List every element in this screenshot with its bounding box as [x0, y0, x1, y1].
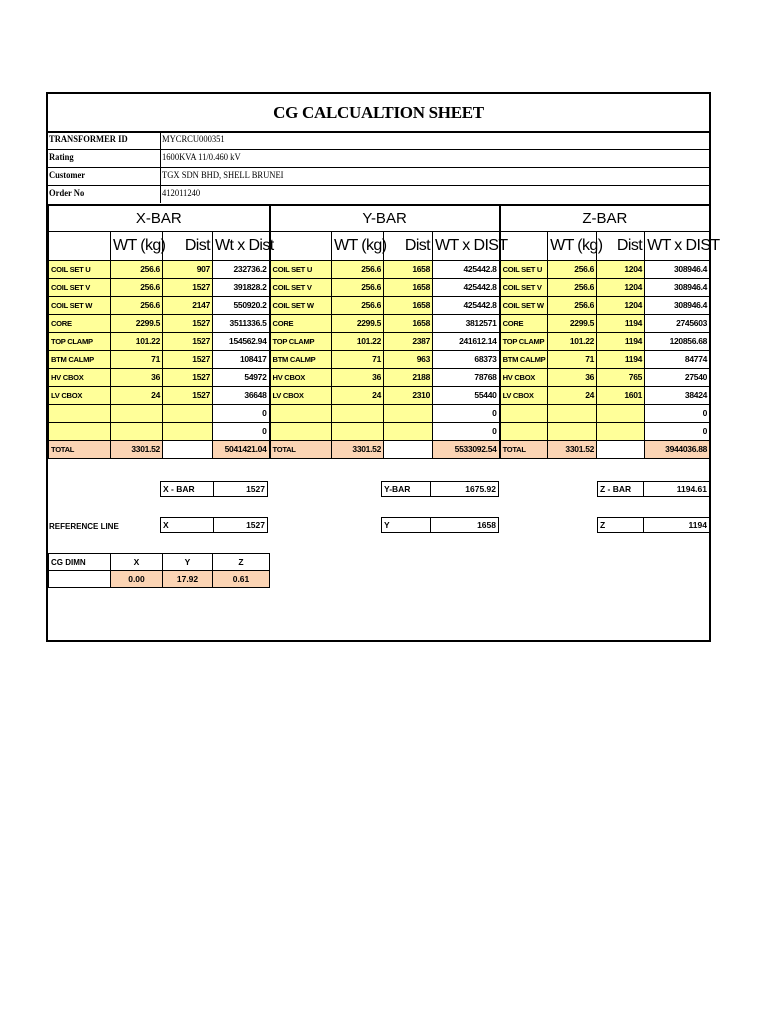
table-row — [49, 368, 710, 386]
box-divider — [430, 482, 431, 496]
y-dist-cell — [384, 440, 433, 458]
x-label-cell: COIL SET W — [49, 296, 111, 314]
table-row — [49, 314, 710, 332]
y-label-cell: COIL SET U — [270, 260, 332, 278]
z-wt-cell: 3301.52 — [548, 440, 597, 458]
cg-calculation-sheet — [46, 92, 720, 642]
z-label-cell: LV CBOX — [500, 386, 548, 404]
cg-dimn-z-header: Z — [213, 554, 270, 571]
table-row — [49, 260, 710, 278]
z-bar-result — [597, 481, 710, 497]
x-wt-cell: 36 — [111, 368, 163, 386]
info-value: TGX SDN BHD, SHELL BRUNEI — [162, 171, 284, 181]
z-wt-cell: 256.6 — [548, 278, 597, 296]
z-product-cell: 3944036.88 — [645, 440, 710, 458]
x-dist-header: Dist — [163, 231, 213, 260]
x-product-cell: 550920.2 — [213, 296, 270, 314]
y-wt-cell: 101.22 — [332, 332, 384, 350]
box-divider — [643, 518, 644, 532]
z-label-cell: BTM CALMP — [500, 350, 548, 368]
x-label-cell: HV CBOX — [49, 368, 111, 386]
z-wt-cell: 36 — [548, 368, 597, 386]
info-row-rating — [48, 149, 709, 168]
z-prod-header: WT x DIST — [645, 231, 710, 260]
table-row — [49, 350, 710, 368]
x-bar-title: X-BAR — [49, 205, 270, 231]
y-bar-label: Y-BAR — [384, 484, 411, 494]
z-wt-header: WT (kg) — [548, 231, 597, 260]
y-product-cell: 3812571 — [433, 314, 500, 332]
table-row — [49, 386, 710, 404]
z-product-cell: 38424 — [645, 386, 710, 404]
y-product-cell: 241612.14 — [433, 332, 500, 350]
z-dist-cell: 765 — [597, 368, 645, 386]
x-label-cell: COIL SET U — [49, 260, 111, 278]
z-product-cell: 308946.4 — [645, 278, 710, 296]
y-wt-cell: 36 — [332, 368, 384, 386]
info-label: TRANSFORMER ID — [49, 135, 128, 145]
total-row — [49, 440, 710, 458]
z-wt-cell: 256.6 — [548, 296, 597, 314]
x-wt-cell: 256.6 — [111, 260, 163, 278]
info-row-customer — [48, 167, 709, 186]
y-label-cell — [270, 422, 332, 440]
z-wt-cell: 101.22 — [548, 332, 597, 350]
x-product-cell: 108417 — [213, 350, 270, 368]
z-wt-cell: 71 — [548, 350, 597, 368]
y-wt-header: WT (kg) — [332, 231, 384, 260]
x-dist-cell: 907 — [163, 260, 213, 278]
box-divider — [430, 518, 431, 532]
x-dist-cell: 1527 — [163, 368, 213, 386]
y-product-cell: 55440 — [433, 386, 500, 404]
cg-dimn-value-row — [49, 571, 270, 588]
z-label-cell: TOTAL — [500, 440, 548, 458]
z-dist-header: Dist — [597, 231, 645, 260]
y-wt-cell: 71 — [332, 350, 384, 368]
y-label-cell: TOP CLAMP — [270, 332, 332, 350]
z-label-cell: TOP CLAMP — [500, 332, 548, 350]
y-label-cell: HV CBOX — [270, 368, 332, 386]
y-wt-cell: 256.6 — [332, 278, 384, 296]
y-product-cell: 78768 — [433, 368, 500, 386]
cg-dimn-x-header: X — [111, 554, 163, 571]
x-product-cell: 0 — [213, 422, 270, 440]
info-label: Rating — [49, 153, 74, 163]
table-row — [49, 296, 710, 314]
y-prod-header: WT x DIST — [433, 231, 500, 260]
y-product-cell: 425442.8 — [433, 260, 500, 278]
y-product-cell: 0 — [433, 404, 500, 422]
box-divider — [213, 518, 214, 532]
cg-dimn-x-value: 0.00 — [111, 571, 163, 588]
y-dist-cell: 1658 — [384, 296, 433, 314]
x-dist-cell: 2147 — [163, 296, 213, 314]
x-label-cell: TOTAL — [49, 440, 111, 458]
y-dist-cell: 1658 — [384, 314, 433, 332]
reference-z-value: 1194 — [688, 520, 707, 530]
y-wt-cell: 256.6 — [332, 260, 384, 278]
y-product-cell: 0 — [433, 422, 500, 440]
x-wt-header: WT (kg) — [111, 231, 163, 260]
cg-dimn-header-row — [49, 554, 270, 571]
z-dist-cell: 1601 — [597, 386, 645, 404]
cg-dimn-z-value: 0.61 — [213, 571, 270, 588]
z-bar-title: Z-BAR — [500, 205, 710, 231]
y-bar-title: Y-BAR — [270, 205, 500, 231]
x-label-cell — [49, 404, 111, 422]
y-label-cell: COIL SET V — [270, 278, 332, 296]
reference-y-label: Y — [384, 520, 390, 530]
x-wt-cell: 101.22 — [111, 332, 163, 350]
y-wt-cell: 256.6 — [332, 296, 384, 314]
x-prod-header: Wt x Dist — [213, 231, 270, 260]
z-product-cell: 308946.4 — [645, 296, 710, 314]
y-dist-cell — [384, 422, 433, 440]
x-product-cell: 36648 — [213, 386, 270, 404]
y-dist-header: Dist — [384, 231, 433, 260]
x-product-cell: 391828.2 — [213, 278, 270, 296]
x-dist-cell — [163, 404, 213, 422]
section-title-row — [49, 205, 710, 231]
info-row-order-no — [48, 185, 709, 203]
z-product-cell: 308946.4 — [645, 260, 710, 278]
reference-y-value: 1658 — [477, 520, 496, 530]
x-dist-cell: 1527 — [163, 314, 213, 332]
info-value: 1600KVA 11/0.460 kV — [162, 153, 241, 163]
z-wt-cell: 24 — [548, 386, 597, 404]
z-product-cell: 2745603 — [645, 314, 710, 332]
y-label-cell: BTM CALMP — [270, 350, 332, 368]
y-label-cell: COIL SET W — [270, 296, 332, 314]
z-label-cell: HV CBOX — [500, 368, 548, 386]
reference-z-label: Z — [600, 520, 606, 530]
y-dist-cell: 1658 — [384, 278, 433, 296]
info-label: Customer — [49, 171, 86, 181]
table-row — [49, 278, 710, 296]
y-wt-cell: 3301.52 — [332, 440, 384, 458]
x-label-cell: CORE — [49, 314, 111, 332]
z-wt-cell — [548, 404, 597, 422]
y-label-cell: LV CBOX — [270, 386, 332, 404]
x-bar-result — [160, 481, 268, 497]
z-dist-cell: 1204 — [597, 296, 645, 314]
info-value: MYCRCU000351 — [162, 135, 225, 145]
z-dist-cell: 1204 — [597, 260, 645, 278]
z-label-cell — [500, 422, 548, 440]
info-value: 412011240 — [162, 189, 201, 199]
z-label-cell: COIL SET U — [500, 260, 548, 278]
y-dist-cell: 2310 — [384, 386, 433, 404]
z-dist-cell: 1194 — [597, 350, 645, 368]
reference-x-label: X — [163, 520, 169, 530]
cg-dimn-y-value: 17.92 — [163, 571, 213, 588]
x-product-cell: 232736.2 — [213, 260, 270, 278]
y-dist-cell: 963 — [384, 350, 433, 368]
z-product-cell: 120856.68 — [645, 332, 710, 350]
x-product-cell: 5041421.04 — [213, 440, 270, 458]
z-wt-cell — [548, 422, 597, 440]
z-dist-cell — [597, 422, 645, 440]
box-divider — [643, 482, 644, 496]
y-bar-result — [381, 481, 499, 497]
y-product-cell: 68373 — [433, 350, 500, 368]
z-product-cell: 27540 — [645, 368, 710, 386]
sheet-title: CG CALCUALTION SHEET — [48, 94, 709, 133]
x-bar-value: 1527 — [246, 484, 265, 494]
y-bar-value: 1675.92 — [465, 484, 496, 494]
y-dist-cell: 2387 — [384, 332, 433, 350]
x-product-cell: 3511336.5 — [213, 314, 270, 332]
table-row — [49, 422, 710, 440]
z-bar-label: Z - BAR — [600, 484, 632, 494]
x-label-cell: LV CBOX — [49, 386, 111, 404]
reference-y — [381, 517, 499, 533]
z-product-cell: 0 — [645, 404, 710, 422]
z-bar-value: 1194.61 — [676, 484, 707, 494]
y-label-cell — [270, 404, 332, 422]
y-wt-cell: 2299.5 — [332, 314, 384, 332]
x-dist-cell — [163, 440, 213, 458]
y-wt-cell — [332, 422, 384, 440]
z-wt-cell: 256.6 — [548, 260, 597, 278]
z-label-cell — [500, 404, 548, 422]
x-wt-cell: 3301.52 — [111, 440, 163, 458]
z-label-cell: COIL SET V — [500, 278, 548, 296]
x-dist-cell: 1527 — [163, 332, 213, 350]
cg-dimn-table — [48, 553, 270, 588]
y-label-cell: TOTAL — [270, 440, 332, 458]
z-label-cell: COIL SET W — [500, 296, 548, 314]
y-wt-cell: 24 — [332, 386, 384, 404]
y-product-cell: 425442.8 — [433, 296, 500, 314]
z-label-cell: CORE — [500, 314, 548, 332]
z-dist-cell: 1194 — [597, 314, 645, 332]
x-product-cell: 0 — [213, 404, 270, 422]
cg-dimn-blank — [49, 571, 111, 588]
x-product-cell: 154562.94 — [213, 332, 270, 350]
x-wt-cell: 71 — [111, 350, 163, 368]
x-dist-cell: 1527 — [163, 386, 213, 404]
y-wt-cell — [332, 404, 384, 422]
x-wt-cell: 24 — [111, 386, 163, 404]
x-label-cell: TOP CLAMP — [49, 332, 111, 350]
box-divider — [213, 482, 214, 496]
z-dist-cell — [597, 440, 645, 458]
transformer-info — [48, 131, 709, 203]
x-label-cell: COIL SET V — [49, 278, 111, 296]
x-label-cell: BTM CALMP — [49, 350, 111, 368]
z-dist-cell — [597, 404, 645, 422]
x-wt-cell — [111, 404, 163, 422]
reference-x-value: 1527 — [246, 520, 265, 530]
y-product-cell: 425442.8 — [433, 278, 500, 296]
y-label-cell: CORE — [270, 314, 332, 332]
reference-z — [597, 517, 710, 533]
y-dist-cell — [384, 404, 433, 422]
z-product-cell: 0 — [645, 422, 710, 440]
y-product-cell: 5533092.54 — [433, 440, 500, 458]
info-label: Order No — [49, 189, 85, 199]
x-wt-cell — [111, 422, 163, 440]
x-product-cell: 54972 — [213, 368, 270, 386]
x-blank-header — [49, 231, 111, 260]
x-dist-cell: 1527 — [163, 278, 213, 296]
z-wt-cell: 2299.5 — [548, 314, 597, 332]
x-dist-cell — [163, 422, 213, 440]
cg-table — [48, 204, 720, 459]
y-blank-header — [270, 231, 332, 260]
x-wt-cell: 256.6 — [111, 278, 163, 296]
x-dist-cell: 1527 — [163, 350, 213, 368]
z-dist-cell: 1194 — [597, 332, 645, 350]
y-dist-cell: 1658 — [384, 260, 433, 278]
z-product-cell: 84774 — [645, 350, 710, 368]
x-wt-cell: 256.6 — [111, 296, 163, 314]
info-row-transformer-id — [48, 131, 709, 150]
column-header-row — [49, 231, 710, 260]
cg-dimn-label: CG DIMN — [49, 554, 111, 571]
z-dist-cell: 1204 — [597, 278, 645, 296]
cg-dimn-y-header: Y — [163, 554, 213, 571]
table-row — [49, 404, 710, 422]
x-label-cell — [49, 422, 111, 440]
y-dist-cell: 2188 — [384, 368, 433, 386]
x-wt-cell: 2299.5 — [111, 314, 163, 332]
reference-x — [160, 517, 268, 533]
reference-line-label: REFERENCE LINE — [49, 522, 119, 531]
x-bar-label: X - BAR — [163, 484, 195, 494]
table-row — [49, 332, 710, 350]
